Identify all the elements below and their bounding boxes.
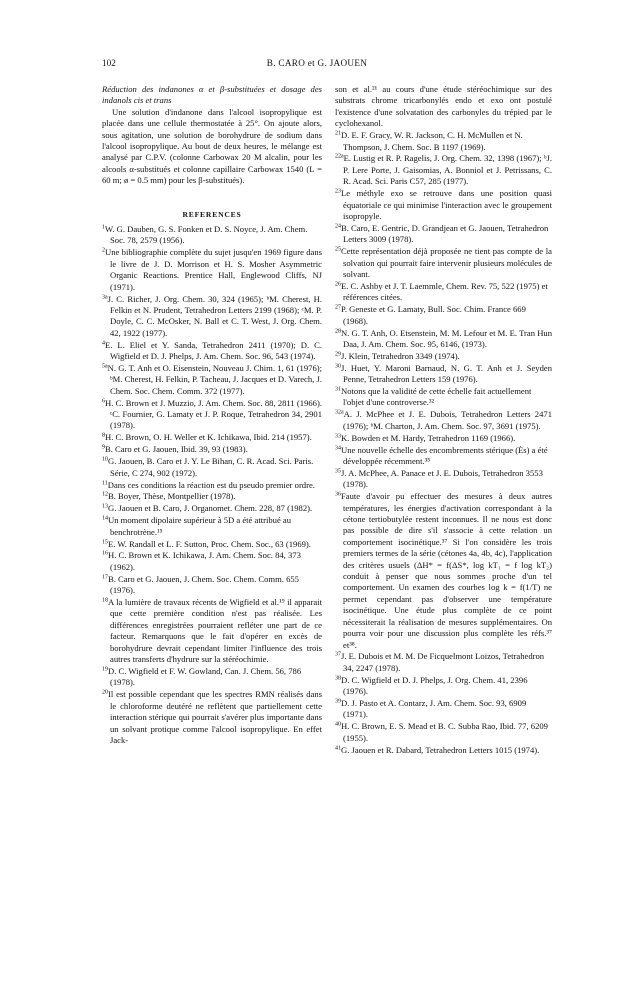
reference-item <box>335 363 552 386</box>
reference-text: Une nouvelle échelle des encombrements stérique (Ės) a été développée récemment.³⁵ <box>341 444 548 466</box>
reference-number: 26 <box>335 281 341 288</box>
reference-text: E. C. Ashby et J. T. Laemmle, Chem. Rev. 75, 522 (1975) et références citées. <box>341 280 548 303</box>
reference-item <box>102 363 322 397</box>
reference-item <box>102 294 322 340</box>
reference-text: Faute d'avoir pu effectuer des mesures à deux autres températures, les énergies d'activation correspondant à la cétone tertiobutylée restent inconnues. Il ne nous est donc pas possible de dire s'il s'associe à cette relation un comportement isocinétique.³⁷ Si l'on considère les trois premiers termes de la série (cétones 4a, 4b, 4c), l'application des critères usuels (ΔH* = f(ΔS*, log kT₁ = f log kT₂) conduit à penser que nous sommes proche d'un tel comportement. Un examen des courbes log k = f(1/T) ne permet cependant pas d'observer une température isocinétique. Une étude plus complète de ce point nécessiterait la réalisation de mesures supplémentaires. On pourra voir pour une discussion plus complète les réfs.³⁷ et³⁸. <box>341 491 552 650</box>
reference-number: 1 <box>102 224 105 231</box>
reference-text: P. Geneste et G. Lamaty, Bull. Soc. Chim. France 669 (1968). <box>341 304 526 326</box>
reference-number: 40 <box>335 721 341 728</box>
reference-item <box>335 468 552 491</box>
reference-item <box>335 328 552 351</box>
reference-number: 13 <box>102 503 108 510</box>
reference-item <box>102 432 322 443</box>
reference-text: K. Bowden et M. Hardy, Tetrahedron 1169 (1966). <box>341 432 516 443</box>
reference-item <box>335 84 552 130</box>
reference-number: 2 <box>102 247 105 254</box>
references-heading: REFERENCES <box>182 209 242 219</box>
reference-number: 28 <box>335 328 341 335</box>
reference-text: Cette représentation déjà proposée ne tient pas compte de la solvation qui pourrait faire intervenir plusieurs molécules de solvant. <box>341 246 552 279</box>
reference-item <box>102 491 322 502</box>
reference-text: N. G. T. Anh, O. Etsenstein, M. M. Lefour et M. E. Tran Hun Daa, J. Am. Chem. Soc. 95, 6146, (1973). <box>341 327 552 349</box>
reference-text: N. G. T. Anh et O. Eisenstein, Nouveau J. Chim. 1, 61 (1976); ᵇM. Cherest, H. Felkin, P. Tacheau, J. Jacques et D. Varech, J. Chem. Soc. Chem. Comm. 372 (1977). <box>107 362 322 396</box>
reference-number: 33 <box>335 433 341 440</box>
reference-text: Un moment dipolaire supérieur à 5D a été attribué au benchrotrène.¹⁵ <box>108 515 292 537</box>
reference-number: 35 <box>335 468 341 475</box>
reference-text: B. Boyer, Thèse, Montpellier (1978). <box>108 491 236 502</box>
reference-text: J. Klein, Tetrahedron 3349 (1974). <box>341 350 460 361</box>
reference-item <box>335 433 552 444</box>
reference-text: D. C. Wigfield et F. W. Gowland, Can. J. Chem. 56, 786 (1978). <box>108 666 302 688</box>
reference-number: 14 <box>102 515 108 522</box>
reference-item <box>335 351 552 362</box>
reference-number: 36 <box>335 491 341 498</box>
reference-number: 34 <box>335 445 341 452</box>
reference-item <box>335 304 552 327</box>
reference-item <box>102 503 322 514</box>
reference-number: 18 <box>102 597 108 604</box>
reference-item <box>102 574 322 597</box>
reference-number: 16 <box>102 550 108 557</box>
reference-text: son et al.²¹ au cours d'une étude stéréochimique sur des substrats chrome tricarbonylés endo et exo ont postulé l'existence d'une solvatation des carbonyles du trépied par le cyclohexanol. <box>335 84 552 129</box>
reference-text: J. Huet, Y. Maroni Barnaud, N. G. T. Anh et J. Seyden Penne, Tetrahedron Letters 159 (1976). <box>341 362 552 385</box>
reference-number: 21 <box>335 130 341 137</box>
reference-text: Dans ces conditions la réaction est du pseudo premier ordre. <box>107 479 315 490</box>
reference-item <box>335 188 552 222</box>
reference-number: 37 <box>335 651 341 658</box>
reference-number: 9 <box>102 444 105 451</box>
reference-number: 41 <box>335 745 341 752</box>
reference-text: H. C. Brown et J. Muzzio, J. Am. Chem. Soc. 88, 2811 (1966). ᶜC. Fournier, G. Lamaty et J. P. Roque, Tetrahedron 34, 2901 (1978). <box>105 397 322 431</box>
reference-number: 38 <box>335 675 341 682</box>
page-number: 102 <box>102 58 116 68</box>
reference-number: 31 <box>335 386 341 393</box>
reference-item <box>102 456 322 479</box>
reference-item <box>335 130 552 153</box>
reference-number: 27 <box>335 304 341 311</box>
reference-number: 22a <box>335 153 344 160</box>
reference-text: B. Caro, E. Gentric, D. Grandjean et G. Jaouen, Tetrahedron Letters 3009 (1978). <box>341 222 549 245</box>
reference-text: G. Jaouen et R. Dabard, Tetrahedron Letters 1015 (1974). <box>341 744 540 755</box>
reference-number: 3a <box>102 294 108 300</box>
reference-text: J. C. Richer, J. Org. Chem. 30, 324 (1965); ᵇM. Cherest, H. Felkin et N. Prudent, Tetrahedron Letters 2199 (1968); ᶜM. P. Doyle, C. C. McOsker, N. Ball et C. T. West, J. Org. Chem. 42, 1922 (1977). <box>107 293 322 338</box>
reference-number: 29 <box>335 351 341 358</box>
reference-text: B. Caro et G. Jaouen, Ibid. 39, 93 (1983). <box>105 444 248 455</box>
reference-item <box>335 721 552 744</box>
reference-item <box>335 491 552 651</box>
reference-item <box>102 666 322 689</box>
reference-item <box>335 745 552 756</box>
reference-number: 11 <box>102 480 108 486</box>
reference-text: J. A. McPhee, A. Panace et J. E. Dubois, Tetrahedron 3553 (1978). <box>341 467 543 490</box>
reference-item <box>102 539 322 550</box>
reference-item <box>335 698 552 721</box>
reference-item <box>335 651 552 674</box>
reference-item <box>335 386 552 409</box>
reference-text: H. C. Brown, O. H. Weller et K. Ichikawa, Ibid. 214 (1957). <box>105 432 312 443</box>
reference-item <box>102 480 322 491</box>
reference-item <box>102 398 322 432</box>
reference-text: Il est possible cependant que les spectres RMN réalisés dans le chloroforme deutéré ne reflètent que partiellement cette interaction stérique qui pourrait s'avérer plus importante dans un solvant protique comme l'alcool isopropylique. En effet Jack- <box>108 689 322 745</box>
reference-number: 17 <box>102 574 108 581</box>
reference-item <box>102 597 322 665</box>
reference-text: W. G. Dauben, G. S. Fonken et D. S. Noyce, J. Am. Chem. Soc. 78, 2579 (1956). <box>105 224 308 246</box>
left-column <box>102 84 322 747</box>
reference-item <box>335 246 552 280</box>
reference-text: A. J. McPhee et J. E. Dubois, Tetrahedron Letters 2471 (1976); ᵇM. Charton, J. Am. Chem. Soc. 97, 3691 (1975). <box>343 409 552 431</box>
reference-text: E. Lustig et R. P. Ragelis, J. Org. Chem. 32, 1398 (1967); ᵇJ. P. Lere Porte, J. Gaisomias, A. Bonniol et J. Petrissans, C. R. Acad. Sci. Paris C57, 285 (1977). <box>343 153 552 187</box>
reference-item <box>102 247 322 293</box>
section-title: Réduction des indanones α et β-substituées et dosage des indanols cis et trans <box>102 84 322 106</box>
reference-item <box>102 340 322 363</box>
reference-text: A la lumière de travaux récents de Wigfield et al.¹⁹ il apparait que cette première condition n'est pas réalisée. Les différences enregistrées pourraient refléter une part de ce facteur. Remarquons que le fait d'opérer en excès de borohydrure devrait cependant limiter l'influence des trois autres transferts d'hydrure sur la stéréochimie. <box>108 597 322 665</box>
reference-item <box>102 550 322 573</box>
reference-text: D. C. Wigfield et D. J. Phelps, J. Org. Chem. 41, 2396 (1976). <box>341 674 528 697</box>
reference-number: 24 <box>335 223 341 230</box>
reference-item <box>102 444 322 455</box>
reference-text: Le méthyle exo se retrouve dans une position quasi équatoriale ce qui minimise l'interaction avec le groupement isopropyle. <box>341 188 552 221</box>
right-reference-list <box>335 84 552 756</box>
reference-text: B. Caro et G. Jaouen, J. Chem. Soc. Chem. Comm. 655 (1976). <box>108 573 299 596</box>
reference-item <box>335 153 552 187</box>
reference-text: Notons que la validité de cette échelle fait actuellement l'objet d'une controverse.³² <box>341 386 532 408</box>
reference-number: 10 <box>102 456 108 463</box>
reference-number: 12 <box>102 491 108 498</box>
reference-text: D. E. F. Gracy, W. R. Jackson, C. H. McMullen et N. Thompson, J. Chem. Soc. B 1197 (1969). <box>341 130 523 152</box>
reference-number: 4 <box>102 340 105 347</box>
reference-text: Une bibliographie complète du sujet jusqu'en 1969 figure dans le livre de J. D. Morrison et H. S. Mosher Asymmetric Organic Reactions. Prentice Hall, Englewood Cliffs, NJ (1971). <box>105 247 322 292</box>
reference-number: 5a <box>102 363 108 370</box>
reference-number: 30 <box>335 363 341 370</box>
reference-text: G. Jaouen, B. Caro et J. Y. Le Bihan, C. R. Acad. Sci. Paris. Série, C 274, 902 (1972). <box>108 456 314 478</box>
reference-number: 39 <box>335 698 341 705</box>
reference-item <box>335 445 552 468</box>
reference-number: 23 <box>335 188 341 195</box>
reference-number: 19 <box>102 666 108 673</box>
reference-number: 6 <box>102 398 105 405</box>
reference-number: 25 <box>335 246 341 253</box>
reference-item <box>335 675 552 698</box>
reference-text: D. J. Pasto et A. Contarz, J. Am. Chem. Soc. 93, 6909 (1971). <box>341 698 527 720</box>
reference-item <box>335 223 552 246</box>
reference-text: E. L. Eliel et Y. Sanda, Tetrahedron 2411 (1970); D. C. Wigfield et D. J. Phelps, J. Am. Chem. Soc. 96, 543 (1974). <box>105 339 322 362</box>
reference-item <box>102 515 322 538</box>
reference-text: H. C. Brown, E. S. Mead et B. C. Subba Rao, Ibid. 77, 6209 (1955). <box>341 721 548 743</box>
reference-item <box>335 281 552 304</box>
page-header <box>102 58 532 72</box>
left-reference-list <box>102 224 322 746</box>
right-column <box>335 84 552 757</box>
running-head: B. CARO et G. JAOUEN <box>266 58 368 68</box>
reference-item <box>335 409 552 432</box>
reference-item <box>102 224 322 247</box>
reference-number: 8 <box>102 432 105 439</box>
reference-text: G. Jaouen et B. Caro, J. Organomet. Chem. 228, 87 (1982). <box>108 503 313 514</box>
reference-item <box>102 689 322 746</box>
procedure-paragraph: Une solution d'indanone dans l'alcool isopropylique est placée dans une cellule thermostatée à 25°. On ajoute alors, sous agitation, une solution de borohydrure de sodium dans l'alcool isopropylique. Au bout de deux heures, le mélange est analysé par C.P.V. (colonne Carbowax 20 M alcalin, pour les alcools α-substitués et colonne capillaire Carbowax 1540 (L = 60 m; ø = 0.5 mm) pour les β-substitués). <box>102 106 322 186</box>
reference-text: J. E. Dubois et M. M. De Ficquelmont Loizos, Tetrahedron 34, 2247 (1978). <box>341 651 545 673</box>
reference-number: 15 <box>102 539 108 546</box>
reference-text: H. C. Brown et K. Ichikawa, J. Am. Chem. Soc. 84, 373 (1962). <box>108 550 301 572</box>
reference-text: E. W. Randall et L. F. Sutton, Proc. Chem. Soc., 63 (1969). <box>108 538 311 549</box>
reference-number: 32a <box>335 409 344 416</box>
reference-number: 20 <box>102 689 108 696</box>
